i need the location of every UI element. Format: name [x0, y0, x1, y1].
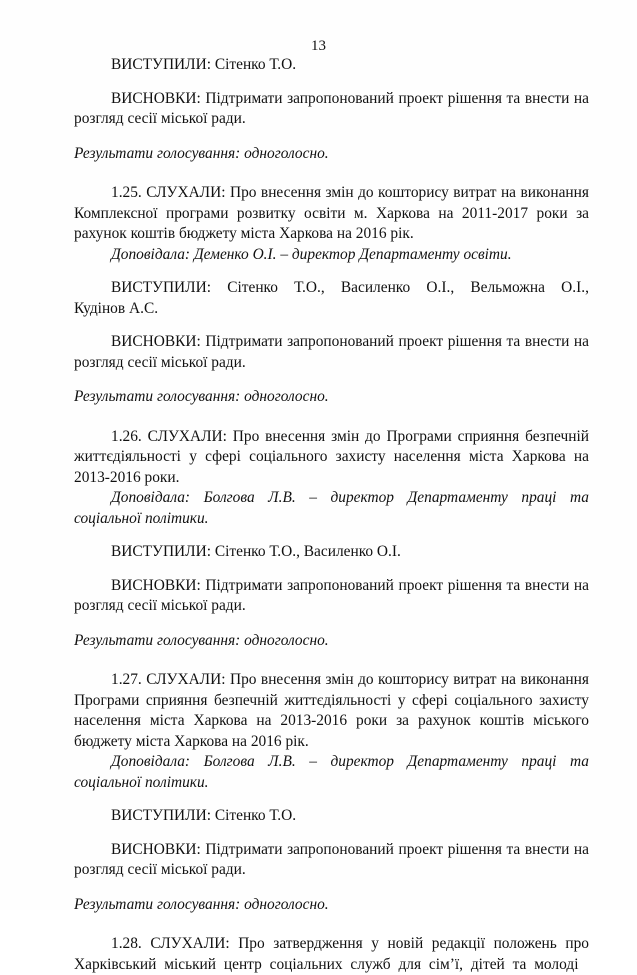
page-number: 13 [311, 38, 326, 54]
conclusions-paragraph: ВИСНОВКИ: Підтримати запропонований проект рішення та внести на розгляд сесії міської ради. [74, 576, 589, 614]
speakers-word: ВИСТУПИЛИ: [111, 279, 212, 296]
heard-paragraph: 1.27. СЛУХАЛИ: Про внесення змін до кошторису витрат на виконання Програми сприяння безпечній життєдіяльності у сфері соціального захисту населення міста Харкова на 2013-2016 роки за рахунок коштів міського бюджету міста Харкова на 2016 рік. [74, 671, 589, 750]
reporter-line: Доповідала: Болгова Л.В. – директор Департаменту праці та соціальної політики. [74, 753, 589, 791]
conclusions-paragraph: ВИСНОВКИ: Підтримати запропонований проект рішення та внести на розгляд сесії міської ради. [74, 840, 589, 878]
conclusions-paragraph: ВИСНОВКИ: Підтримати запропонований проект рішення та внести на розгляд сесії міської ради. [74, 333, 589, 371]
heard-paragraph: 1.25. СЛУХАЛИ: Про внесення змін до кошторису витрат на виконання Комплексної програми розвитку освіти м. Харкова на 2011-2017 роки за рахунок коштів бюджету міста Харкова на 2016 рік. [74, 184, 589, 242]
heard-paragraph: 1.26. СЛУХАЛИ: Про внесення змін до Програми сприяння безпечній життєдіяльності у сфері соціального захисту населення міста Харкова на 2013-2016 роки. [74, 427, 589, 486]
conclusions-paragraph: ВИСНОВКИ: Підтримати запропонований проект рішення та внести на розгляд сесії міської ради. [74, 89, 589, 127]
heard-paragraph: 1.28. СЛУХАЛИ: Про затвердження у новій редакції положень про Харківський міський центр соціальних служб для сім’ї, дітей та молоді [74, 935, 589, 973]
speakers-paragraph: ВИСТУПИЛИ: Сітенко Т.О. [111, 56, 297, 73]
speakers-word: Вельможна [470, 279, 545, 296]
speakers-word: О.І., [561, 279, 589, 296]
voting-results: Результати голосування: одноголосно. [74, 388, 329, 405]
speakers-word: О.І., [426, 279, 455, 296]
voting-results: Результати голосування: одноголосно. [74, 895, 329, 913]
speakers-continuation: Кудінов А.С. [74, 299, 159, 317]
speakers-word: Василенко [340, 279, 411, 296]
speakers-word: Т.О., [294, 279, 325, 296]
voting-results: Результати голосування: одноголосно. [74, 144, 329, 162]
reporter-line: Доповідала: Деменко О.І. – директор Департаменту освіти. [111, 245, 512, 263]
reporter-line: Доповідала: Болгова Л.В. – директор Департаменту праці та соціальної політики. [74, 489, 589, 527]
document-body [74, 55, 589, 975]
speakers-word: Сітенко [227, 279, 278, 296]
speakers-paragraph: ВИСТУПИЛИ: Сітенко Т.О. [111, 807, 297, 824]
speakers-paragraph: ВИСТУПИЛИ: Сітенко Т.О., Василенко О.І. [111, 543, 401, 560]
speakers-paragraph [74, 278, 589, 299]
voting-results: Результати голосування: одноголосно. [74, 631, 329, 649]
